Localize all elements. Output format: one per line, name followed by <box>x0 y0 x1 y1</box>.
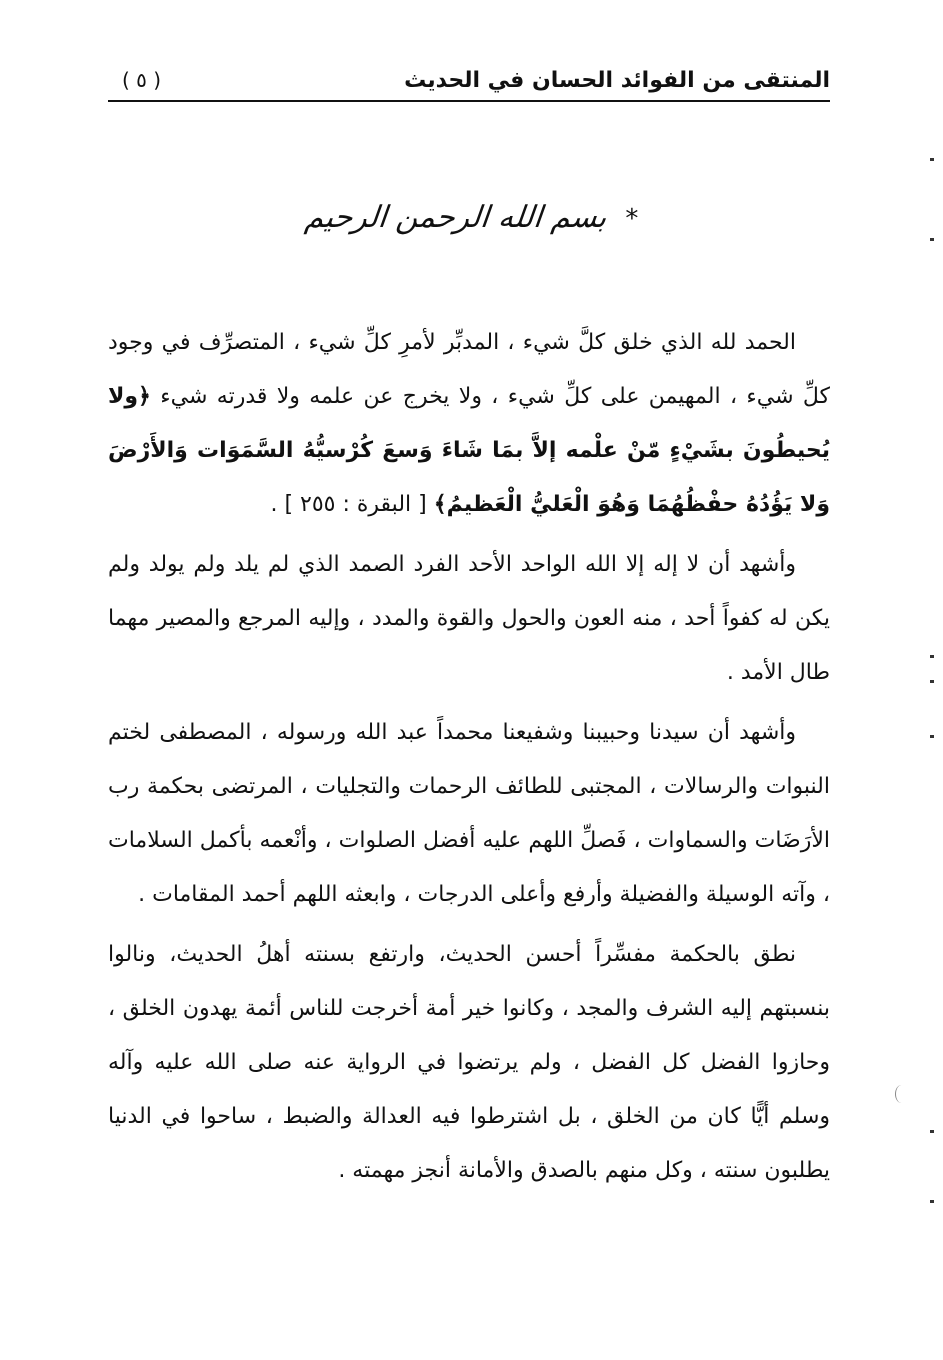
page-number: ( ٥ ) <box>122 68 162 92</box>
margin-curve <box>895 1085 908 1103</box>
margin-mark <box>930 1130 934 1133</box>
quran-verse: ﴿ولا يُحيطُونَ بشَيْءٍ مّنْ علْمه إلاَّ بمَا شَاءَ وَسعَ كُرْسيُّهُ السَّمَوَات وَالأَرْضَ وَلا يَؤُدُهُ حفْظُهُمَا وَهُوَ الْعَليُّ الْعَظيمُ﴾ <box>108 384 830 517</box>
margin-mark <box>930 1200 934 1203</box>
paragraph-praise-text: الحمد لله الذي خلق كلَّ شيء ، المدبِّر لأمرِ كلِّ شيء ، المتصرِّف في وجود كلِّ شيء ، المهيمن على كلِّ شيء ، ولا يخرج عن علمه ولا قدرته شيء <box>108 330 830 409</box>
margin-mark <box>930 238 934 241</box>
margin-mark <box>930 735 934 738</box>
verse-reference: [ البقرة : ٢٥٥ ] . <box>270 492 434 517</box>
body-text <box>108 316 830 1204</box>
paragraph-praise <box>108 316 830 532</box>
margin-mark <box>930 655 934 658</box>
paragraph-testimony-prophet: وأشهد أن سيدنا وحبيبنا وشفيعنا محمداً عبد الله ورسوله ، المصطفى لختم النبوات والرسالات ، المجتبى للطائف الرحمات والتجليات ، المرتضى بحكمة رب الأرَضَات والسماوات ، فَصلِّ اللهم عليه أفضل الصلوات ، وأنْعمه بأكمل السلامات ، وآته الوسيلة والفضيلة وأرفع وأعلى الدرجات ، وابعثه اللهم أحمد المقامات . <box>108 720 830 907</box>
basmala-row <box>0 200 943 260</box>
paragraph-testimony-oneness: وأشهد أن لا إله إلا الله الواحد الأحد الفرد الصمد الذي لم يلد ولم يولد ولم يكن له كفواً أحد ، منه العون والحول والقوة والمدد ، وإليه المرجع والمصير مهما طال الأمد . <box>108 552 830 685</box>
paragraph-hadith-people: نطق بالحكمة مفسِّراً أحسن الحديث، وارتفع بسنته أهلُ الحديث، ونالوا بنسبتهم إليه الشرف والمجد ، وكانوا خير أمة أخرجت للناس أئمة يهدون الخلق ، وحازوا الفضل كل الفضل ، ولم يرتضوا في الرواية عنه صلى الله عليه وآله وسلم أيًّا كان من الخلق ، بل اشترطوا فيه العدالة والضبط ، ساحوا في الدنيا يطلبون سنته ، وكل منهم بالصدق والأمانة أنجز مهمته . <box>108 942 830 1183</box>
margin-mark <box>930 158 934 161</box>
running-title: المنتقى من الفوائد الحسان في الحديث <box>404 68 830 93</box>
page-header <box>108 60 830 102</box>
star-icon: * <box>625 204 639 234</box>
basmala: بسم الله الرحمن الرحيم <box>302 200 609 235</box>
margin-mark <box>930 680 934 683</box>
